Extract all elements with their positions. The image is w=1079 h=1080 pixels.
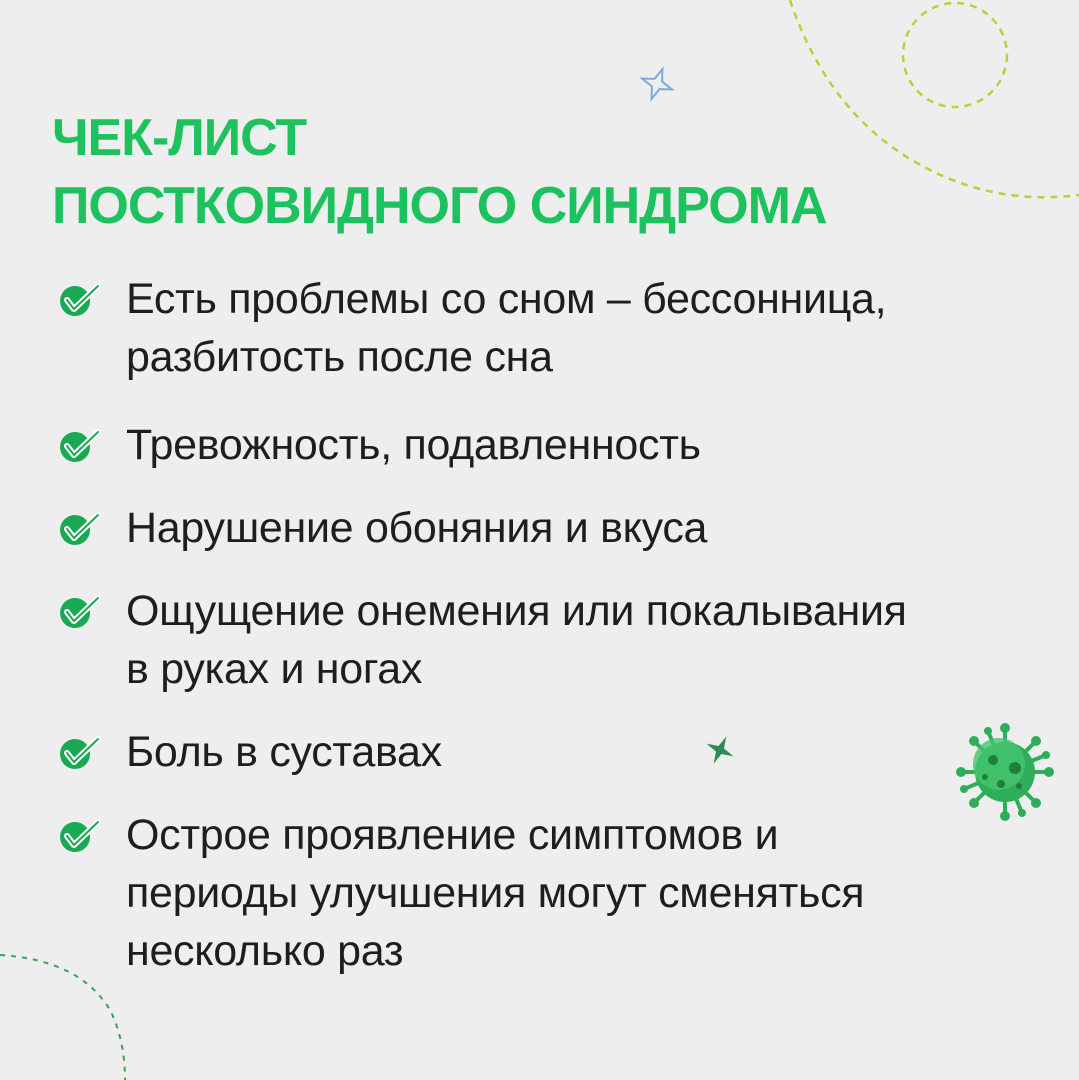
check-circle-icon	[58, 429, 102, 465]
list-item	[58, 416, 1058, 474]
item-text-line: периоды улучшения могут сменяться	[126, 869, 865, 917]
item-text-line: Ощущение онемения или покалывания	[126, 587, 907, 635]
list-item	[58, 723, 1058, 781]
check-circle-icon	[58, 512, 102, 548]
list-item	[58, 270, 1058, 386]
item-text-line: Тревожность, подавленность	[126, 421, 701, 469]
symptom-checklist	[58, 270, 1058, 980]
title-line-2: ПОСТКОВИДНОГО СИНДРОМА	[52, 177, 827, 235]
item-text-line: Есть проблемы со сном – бессонница,	[126, 275, 887, 323]
item-text-line: Острое проявление симптомов и	[126, 811, 779, 859]
page-title	[52, 104, 827, 240]
dashed-arc-top-decor	[790, 0, 1079, 197]
item-text-line: в руках и ногах	[126, 645, 423, 693]
check-circle-icon	[58, 819, 102, 855]
star-outline-icon	[636, 63, 677, 104]
list-item	[58, 582, 1058, 698]
check-circle-icon	[58, 595, 102, 631]
virus-icon	[955, 722, 1055, 822]
title-line-1: ЧЕК-ЛИСТ	[52, 109, 307, 167]
list-item	[58, 499, 1058, 557]
item-text-line: разбитость после сна	[126, 333, 553, 381]
item-text-line: Нарушение обоняния и вкуса	[126, 504, 708, 552]
item-text-line: несколько раз	[126, 927, 404, 975]
check-circle-icon	[58, 736, 102, 772]
item-text-line: Боль в суставах	[126, 728, 442, 776]
check-circle-icon	[58, 283, 102, 319]
list-item	[58, 806, 1058, 980]
dashed-circle-decor	[903, 3, 1007, 107]
